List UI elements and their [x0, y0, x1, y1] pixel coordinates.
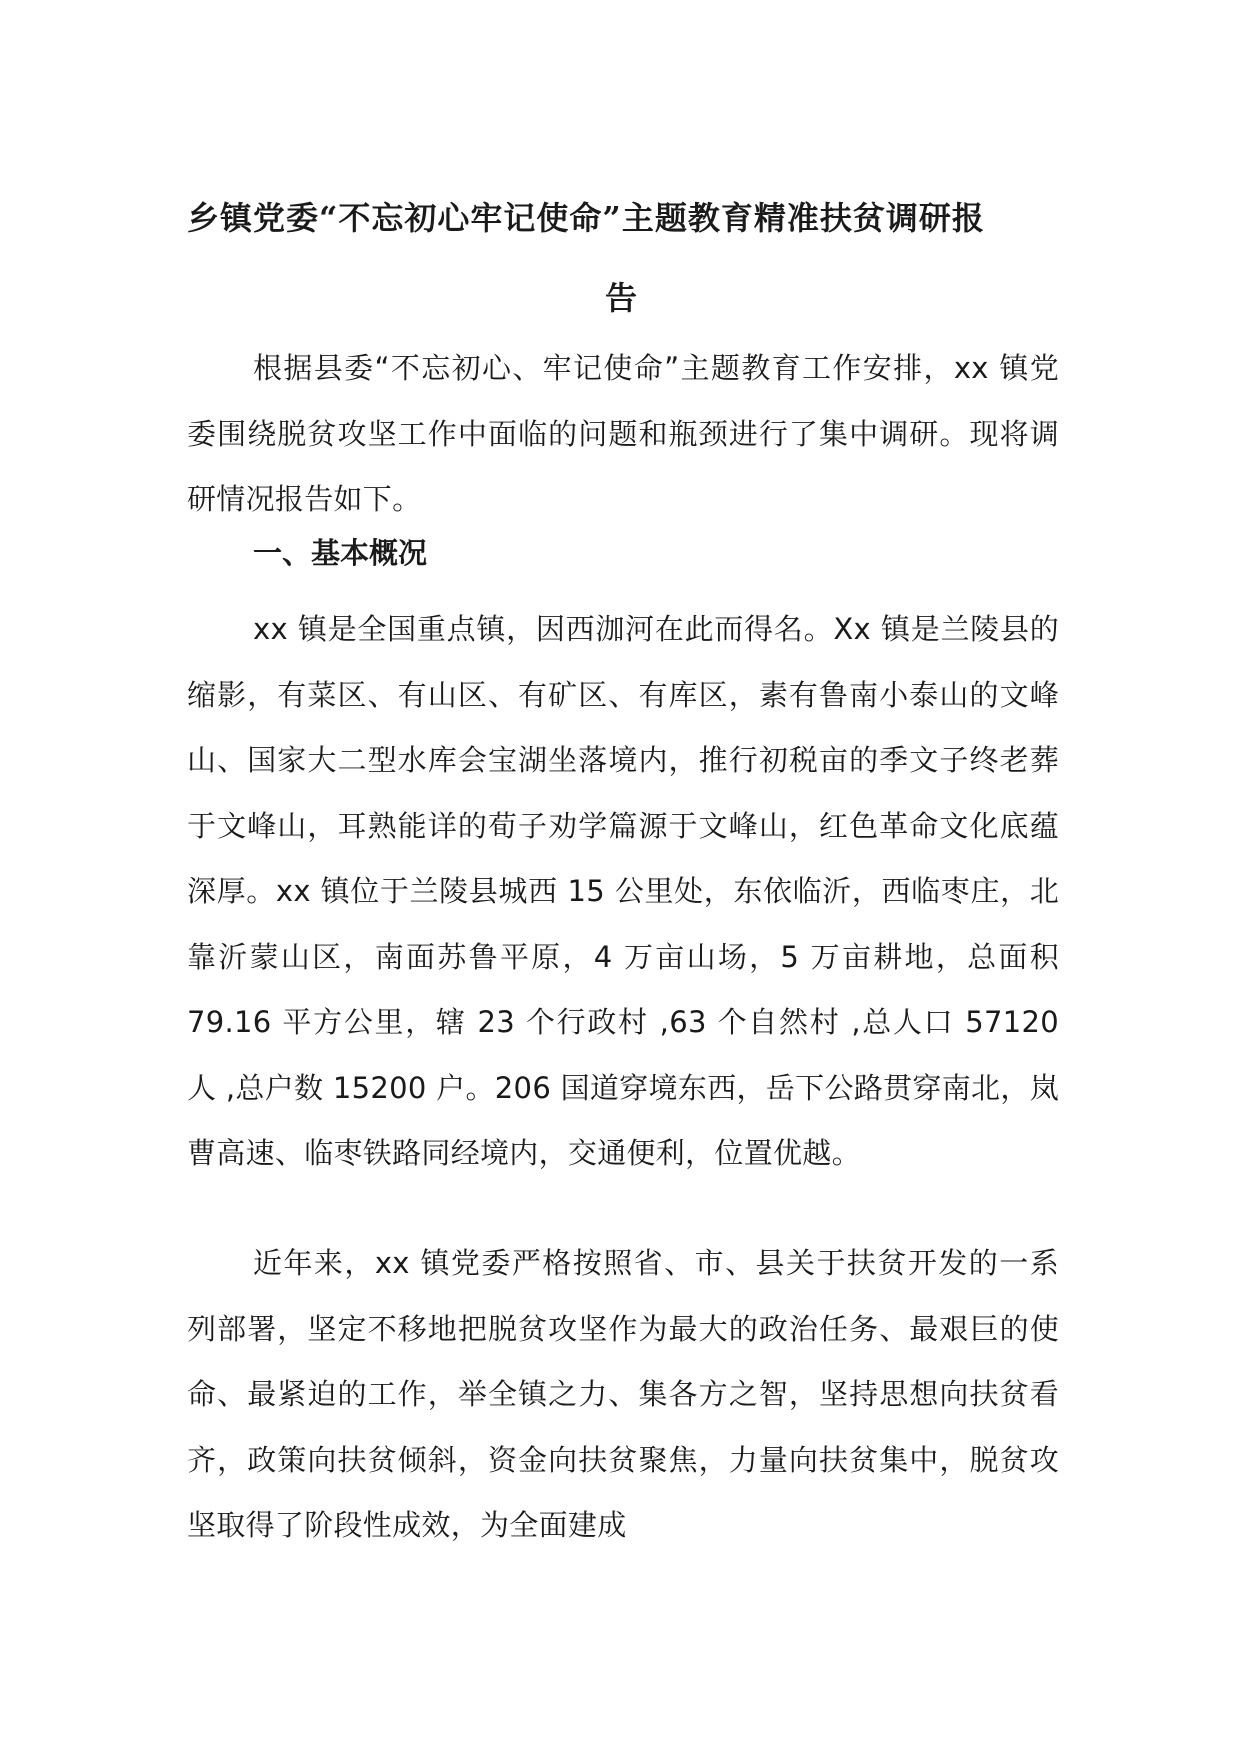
recent-years-paragraph: 近年来，xx 镇党委严格按照省、市、县关于扶贫开发的一系列部署，坚定不移地把脱贫攻坚作为最大的政治任务、最艰巨的使命、最紧迫的工作，举全镇之力、集各方之智，坚持思想向扶贫看齐，政策向扶贫倾斜，资金向扶贫聚焦，力量向扶贫集中，脱贫攻坚取得了阶段性成效，为全面建成	[187, 1246, 1059, 1542]
overview-paragraph: xx 镇是全国重点镇，因西泇河在此而得名。Xx 镇是兰陵县的缩影，有菜区、有山区、有矿区、有库区，素有鲁南小泰山的文峰山、国家大二型水库会宝湖坐落境内，推行初税亩的季文子终老葬于文峰山，耳熟能详的荀子劝学篇源于文峰山，红色革命文化底蕴深厚。xx 镇位于兰陵县城西 15 公里处，东依临沂，西临枣庄，北靠沂蒙山区，南面苏鲁平原，4 万亩山场，5 万亩耕地，总面积 79.16 平方公里，辖 23 个行政村 ,63 个自然村 ,总人口 57120 人 ,总户数 15200 户。206 国道穿境东西，岳下公路贯穿南北，岚曹高速、临枣铁路同经境内，交通便利，位置优越。	[187, 612, 1059, 1170]
section-heading-basic-overview: 一、基本概况	[253, 536, 428, 570]
document-title-line-2: 告	[604, 279, 637, 317]
intro-paragraph: 根据县委“不忘初心、牢记使命”主题教育工作安排，xx 镇党委围绕脱贫攻坚工作中面临的问题和瓶颈进行了集中调研。现将调研情况报告如下。	[187, 351, 1059, 516]
document-title-line-1: 乡镇党委“不忘初心牢记使命”主题教育精准扶贫调研报	[187, 199, 985, 237]
